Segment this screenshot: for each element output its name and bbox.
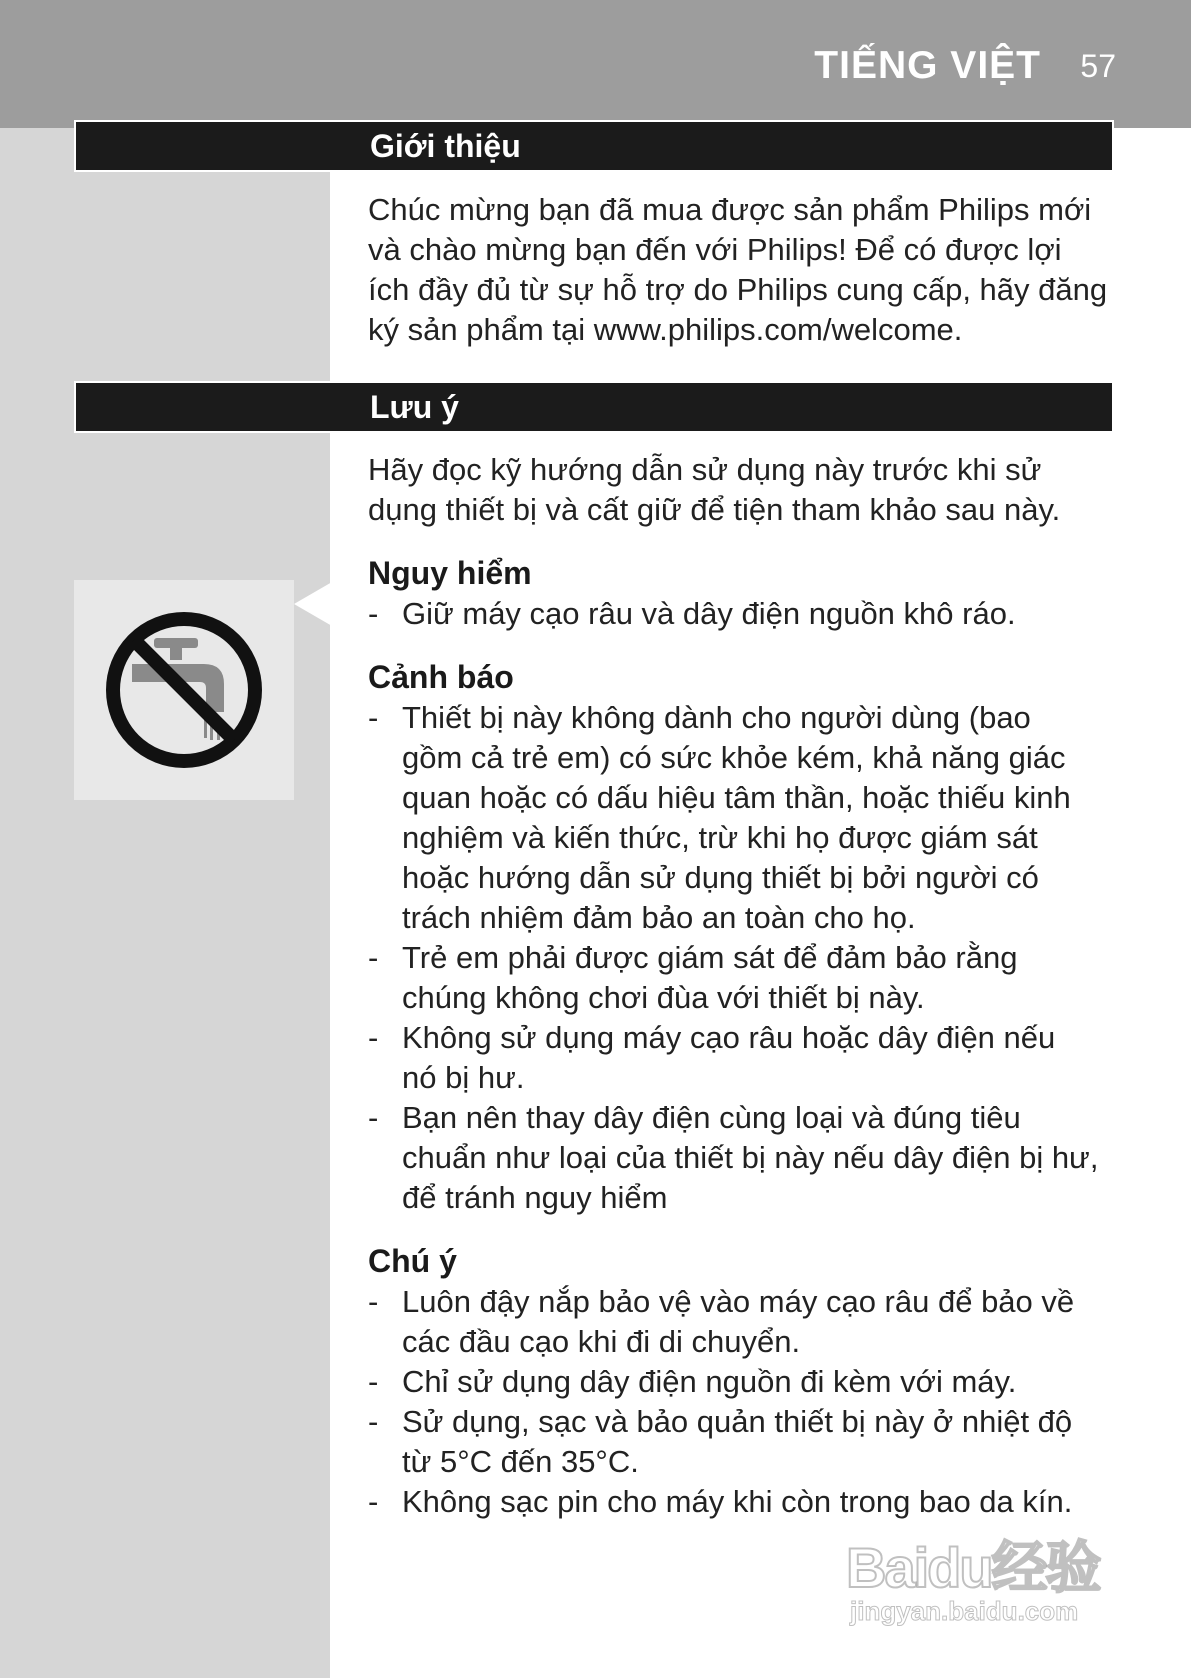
intro-line: ích đầy đủ từ sự hỗ trợ do Philips cung cấp, hãy đăng <box>368 272 1108 307</box>
list-item: - Thiết bị này không dành cho người dùng (bao gồm cả trẻ em) có sức khỏe kém, khả năng giác quan hoặc có dấu hiệu tâm thần, hoặc thiếu kinh nghiệm và kiến thức, trừ khi họ được giám sát hoặc hướng dẫn sử dụng thiết bị bởi người có trách nhiệm đảm bảo an toàn cho họ. <box>368 698 1128 938</box>
caution-heading: Chú ý <box>368 1243 457 1279</box>
notice-line: Hãy đọc kỹ hướng dẫn sử dụng này trước khi sử <box>368 452 1042 487</box>
illustration-pointer <box>294 582 332 626</box>
list-item: - Bạn nên thay dây điện cùng loại và đúng tiêu chuẩn như loại của thiết bị này nếu dây điện bị hư, để tránh nguy hiểm <box>368 1098 1128 1218</box>
warning-heading: Cảnh báo <box>368 659 514 695</box>
list-item: - Chỉ sử dụng dây điện nguồn đi kèm với máy. <box>368 1362 1128 1402</box>
notice-content <box>368 450 1128 1522</box>
danger-list <box>368 594 1128 634</box>
no-water-tap-icon <box>74 580 294 800</box>
list-item: - Luôn đậy nắp bảo vệ vào máy cạo râu để bảo về các đầu cạo khi đi di chuyển. <box>368 1282 1128 1362</box>
section-title-notice: Lưu ý <box>370 389 459 425</box>
intro-line: ký sản phẩm tại www.philips.com/welcome. <box>368 312 963 347</box>
caution-list <box>368 1282 1128 1522</box>
warning-list <box>368 698 1128 1218</box>
baidu-watermark <box>830 1500 1130 1640</box>
page-number: 57 <box>1080 48 1116 84</box>
intro-line: Chúc mừng bạn đã mua được sản phẩm Philips mới <box>368 192 1092 227</box>
language-title: TIẾNG VIỆT <box>814 44 1041 87</box>
list-item: - Sử dụng, sạc và bảo quản thiết bị này ở nhiệt độ từ 5°C đến 35°C. <box>368 1402 1128 1482</box>
list-item: - Không sử dụng máy cạo râu hoặc dây điện nếu nó bị hư. <box>368 1018 1128 1098</box>
notice-line: dụng thiết bị và cất giữ để tiện tham khảo sau này. <box>368 492 1061 527</box>
warning-illustration <box>74 580 294 800</box>
section-title-intro: Giới thiệu <box>370 128 521 164</box>
danger-heading: Nguy hiểm <box>368 555 532 591</box>
watermark-logo: Baidu经验 <box>846 1536 1100 1599</box>
section-bar-notice <box>74 381 1114 433</box>
list-item: - Không sạc pin cho máy khi còn trong bao da kín. <box>368 1482 1128 1522</box>
intro-text <box>368 190 1128 350</box>
list-item: - Trẻ em phải được giám sát để đảm bảo rằng chúng không chơi đùa với thiết bị này. <box>368 938 1128 1018</box>
watermark-url: jingyan.baidu.com <box>850 1596 1079 1626</box>
list-item: - Giữ máy cạo râu và dây điện nguồn khô ráo. <box>368 594 1128 634</box>
section-bar-intro <box>74 120 1114 172</box>
intro-line: và chào mừng bạn đến với Philips! Để có được lợi <box>368 232 1062 267</box>
left-margin-band <box>0 128 330 1678</box>
